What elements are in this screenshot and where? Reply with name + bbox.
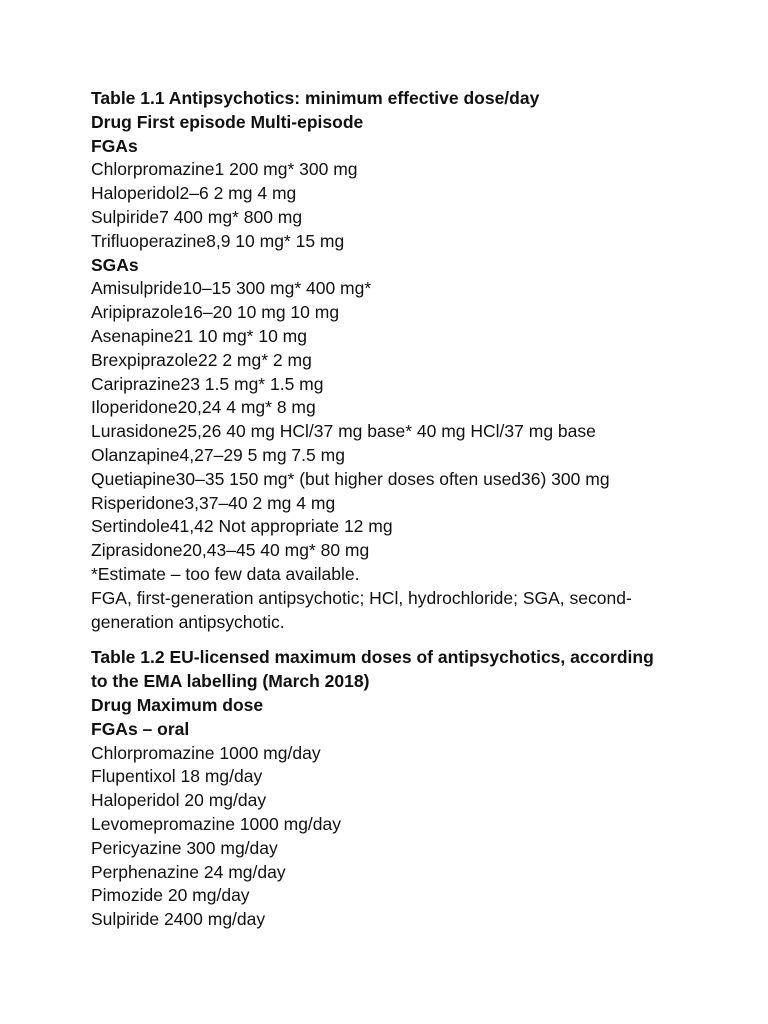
table-row: Chlorpromazine1 200 mg* 300 mg: [91, 159, 358, 180]
table-row: Quetiapine30–35 150 mg* (but higher doses often used36) 300 mg: [91, 468, 610, 489]
table-row: Asenapine21 10 mg* 10 mg: [91, 325, 307, 346]
table-row: Aripiprazole16–20 10 mg 10 mg: [91, 302, 340, 323]
table-row: Risperidone3,37–40 2 mg 4 mg: [91, 492, 336, 513]
fga-oral-heading: FGAs – oral: [91, 718, 190, 739]
table-row: Cariprazine23 1.5 mg* 1.5 mg: [91, 373, 324, 394]
table-row: Flupentixol 18 mg/day: [91, 766, 263, 787]
table-row: Sertindole41,42 Not appropriate 12 mg: [91, 516, 393, 537]
table-row: Perphenazine 24 mg/day: [91, 861, 286, 882]
abbreviations-line-2: generation antipsychotic.: [91, 611, 285, 632]
table-row: Trifluoperazine8,9 10 mg* 15 mg: [91, 230, 345, 251]
table-row: Iloperidone20,24 4 mg* 8 mg: [91, 397, 316, 418]
table-row: Haloperidol 20 mg/day: [91, 790, 267, 811]
table-row: Ziprasidone20,43–45 40 mg* 80 mg: [91, 540, 370, 561]
table-row: Pericyazine 300 mg/day: [91, 837, 278, 858]
table-row: Olanzapine4,27–29 5 mg 7.5 mg: [91, 444, 345, 465]
table-row: Chlorpromazine 1000 mg/day: [91, 742, 321, 763]
table-row: Lurasidone25,26 40 mg HCl/37 mg base* 40 mg HCl/37 mg base: [91, 421, 596, 442]
table-row: Sulpiride7 400 mg* 800 mg: [91, 206, 303, 227]
table-1-1-title: Table 1.1 Antipsychotics: minimum effective dose/day: [91, 88, 540, 108]
table-1-2-title-line-2: to the EMA labelling (March 2018): [91, 671, 370, 692]
table-row: Haloperidol2–6 2 mg 4 mg: [91, 183, 297, 204]
table-1-2-title-line-1: Table 1.2 EU-licensed maximum doses of antipsychotics, according: [91, 647, 654, 668]
table-row: Levomepromazine 1000 mg/day: [91, 813, 342, 834]
sga-heading: SGAs: [91, 254, 139, 275]
section-spacer: [91, 634, 711, 646]
footnote-estimate: *Estimate – too few data available.: [91, 563, 360, 584]
document-page: [91, 87, 711, 932]
table-1-2-header: Drug Maximum dose: [91, 694, 264, 715]
table-row: Sulpiride 2400 mg/day: [91, 909, 266, 930]
table-row: Brexpiprazole22 2 mg* 2 mg: [91, 349, 312, 370]
abbreviations-line-1: FGA, first-generation antipsychotic; HCl, hydrochloride; SGA, second-: [91, 587, 632, 608]
table-row: Amisulpride10–15 300 mg* 400 mg*: [91, 278, 372, 299]
fga-heading: FGAs: [91, 135, 138, 156]
table-1-1-header: Drug First episode Multi-episode: [91, 111, 364, 132]
table-row: Pimozide 20 mg/day: [91, 885, 250, 906]
